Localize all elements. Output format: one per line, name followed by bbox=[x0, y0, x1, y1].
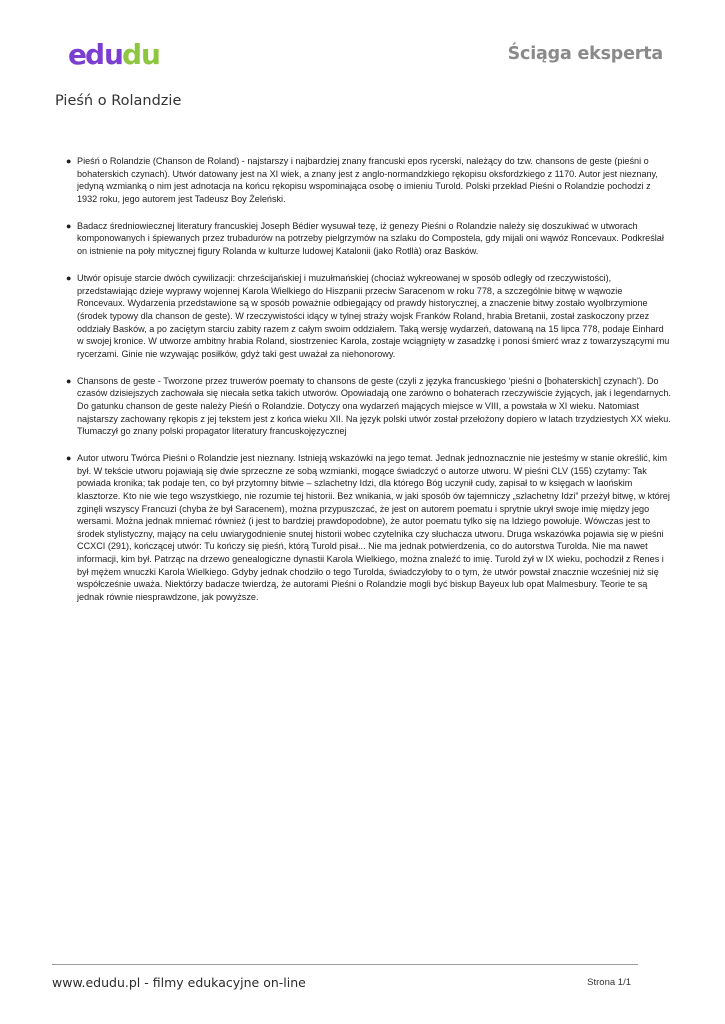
article-content bbox=[66, 155, 672, 618]
bullet-icon: ● bbox=[66, 375, 72, 386]
edudu-logo[interactable] bbox=[66, 38, 176, 72]
paragraph-text: Badacz średniowiecznej literatury francuskiej Joseph Bédier wysuwał tezę, iż genezy Pieśni o Rolandzie należy się doszukiwać w utworach komponowanych i śpiewanych przez trubadurów na potrzeby pielgrzymów na szlaku do Compostela, gdy mijali oni wąwóz Roncevaux. Podkreślał on istnienie na poły mitycznej figury Rolanda w kulturze ludowej Katalonii (jako Rotllà) oraz Basków. bbox=[77, 220, 664, 257]
edudu-logo-graphic bbox=[66, 38, 176, 72]
paragraph-text: Chansons de geste - Tworzone przez truwerów poematy to chansons de geste (czyli z języka francuskiego ‘pieśni o [bohaterskich] czynach’). Do czasów dzisiejszych zachowała się niecała setka takich utworów. Opowiadają one zarówno o bohaterach rzeczywiście żyjących, jak i legendarnych. Do gatunku chanson de geste należy Pieśń o Rolandzie. Dotyczy ona wydarzeń mających miejsce w VIII, a powstała w XI wieku. Natomiast najstarszy zachowany rękopis z jej tekstem jest z końca wieku XII. Na język polski utwór został przełożony dopiero w latach trzydziestych XX wieku. Tłumaczył go znany polski propagator literatury francuskojęzycznej bbox=[77, 375, 671, 437]
list-item bbox=[66, 452, 672, 603]
footer-site-link[interactable]: www.edudu.pl - filmy edukacyjne on-line bbox=[52, 975, 306, 990]
bullet-icon: ● bbox=[66, 220, 72, 231]
list-item bbox=[66, 272, 672, 360]
page-title: Pieśń o Rolandzie bbox=[55, 93, 182, 109]
list-item bbox=[66, 375, 672, 438]
list-item bbox=[66, 155, 672, 205]
paragraph-list bbox=[66, 155, 672, 603]
svg-text:u: u bbox=[104, 38, 123, 71]
header-tagline: Ściąga eksperta bbox=[507, 44, 663, 64]
page-number: Strona 1/1 bbox=[587, 977, 631, 988]
paragraph-text: Autor utworu Twórca Pieśni o Rolandzie jest nieznany. Istnieją wskazówki na jego temat. Jednak jednoznacznie nie jesteśmy w stanie określić, kim był. W tekście utworu pojawiają się dwie sprzeczne ze sobą wzmianki, mogące świadczyć o autorze utworu. W pieśni CLV (155) czytamy: Tak powiada kronika; tak podaje ten, co był przytomny bitwie – szlachetny Idzi, dla którego Bóg uczynił cudy, zapisał to w księgach w laońskim klasztorze. Kto nie wie tego wszystkiego, nie rozumie tej historii. Bez wnikania, w jaki sposób ów tajemniczy „szlachetny Idzi” przeżył bitwę, w której zginęli wszyscy Francuzi (chyba że był Saracenem), można przypuszczać, że jest on autorem poematu i sprytnie ukrył swoje imię między jego wersami. Można jednak mniemać również (i jest to bardziej prawdopodobne), że autor poematu tylko się na Idziego powołuje. Wówczas jest to środek stylistyczny, mający na celu uwiarygodnienie snutej historii wobec czytelnika czy słuchacza utworu. Druga wskazówka pojawia się w pieśni CCXCI (291), kończącej utwór: Tu kończy się pieśń, którą Turold pisał... Nie ma jednak potwierdzenia, co do autorstwa Turolda. Nie ma nawet informacji, kim był. Patrząc na drzewo genealogiczne dynastii Karola Wielkiego, można znaleźć to imię. Turold żył w IX wieku, pochodził z Renes i był mężem wnuczki Karola Wielkiego. Gdyby jednak chodziło o tego Turolda, świadczyłoby to o tym, że utwór powstał znacznie wcześniej niż się współcześnie uważa. Niektórzy badacze twierdzą, że autorami Pieśni o Rolandzie mogli być biskup Bayeux lub opat Malmesbury. Teorie te są jednak równie niesprawdzone, jak powyższe. bbox=[77, 453, 670, 602]
paragraph-text: Pieśń o Rolandzie (Chanson de Roland) - najstarszy i najbardziej znany francuski epos rycerski, należący do tzw. chansons de geste (pieśni o bohaterskich czynach). Utwór datowany jest na XI wiek, a znany jest z anglo-normandzkiego rękopisu oksfordzkiego z 1170. Autor jest nieznany, jedyną wzmianką o nim jest adnotacja na końcu rękopisu wspominająca osobę o imieniu Turold. Polski przekład Pieśni o Rolandzie pochodzi z 1932 roku, jego autorem jest Tadeusz Boy Żeleński. bbox=[77, 156, 658, 204]
svg-text:u: u bbox=[141, 38, 160, 71]
svg-text:d: d bbox=[122, 38, 142, 71]
bullet-icon: ● bbox=[66, 156, 72, 166]
svg-text:d: d bbox=[85, 38, 105, 71]
svg-text:e: e bbox=[68, 38, 86, 71]
bullet-icon: ● bbox=[66, 453, 72, 464]
list-item bbox=[66, 220, 672, 258]
footer-divider bbox=[52, 964, 638, 965]
bullet-icon: ● bbox=[66, 273, 72, 284]
paragraph-text: Utwór opisuje starcie dwóch cywilizacji: chrześcijańskiej i muzułmańskiej (chociaż wykreowanej w sposób odległy od rzeczywistości), przedstawiając dzieje wyprawy wojennej Karola Wielkiego do Hiszpanii przeciw Saracenom w roku 778, a szczególnie bitwę w wąwozie Roncevaux. Wydarzenia przedstawione są w sposób poważnie odbiegający od prawdy historycznej, a znaczenie bitwy zostało wyolbrzymione (środek typowy dla chanson de geste). W rzeczywistości idący w tylnej straży wojsk Franków Roland, hrabia Bretanii, został zaskoczony przez oddziały Basków, a po zaciętym starciu zabity razem z całym swoim oddziałem. Taką wersję wydarzeń, datowaną na 15 lipca 778, podaje Einhard w swojej kronice. W utworze ambitny hrabia Roland, siostrzeniec Karola, zostaje wciągnięty w zasadzkę i ponosi śmierć wraz z towarzyszącymi mu rycerzami. Ginie nie wzywając posiłków, gdyż taki gest uważał za niehonorowy. bbox=[77, 273, 670, 359]
